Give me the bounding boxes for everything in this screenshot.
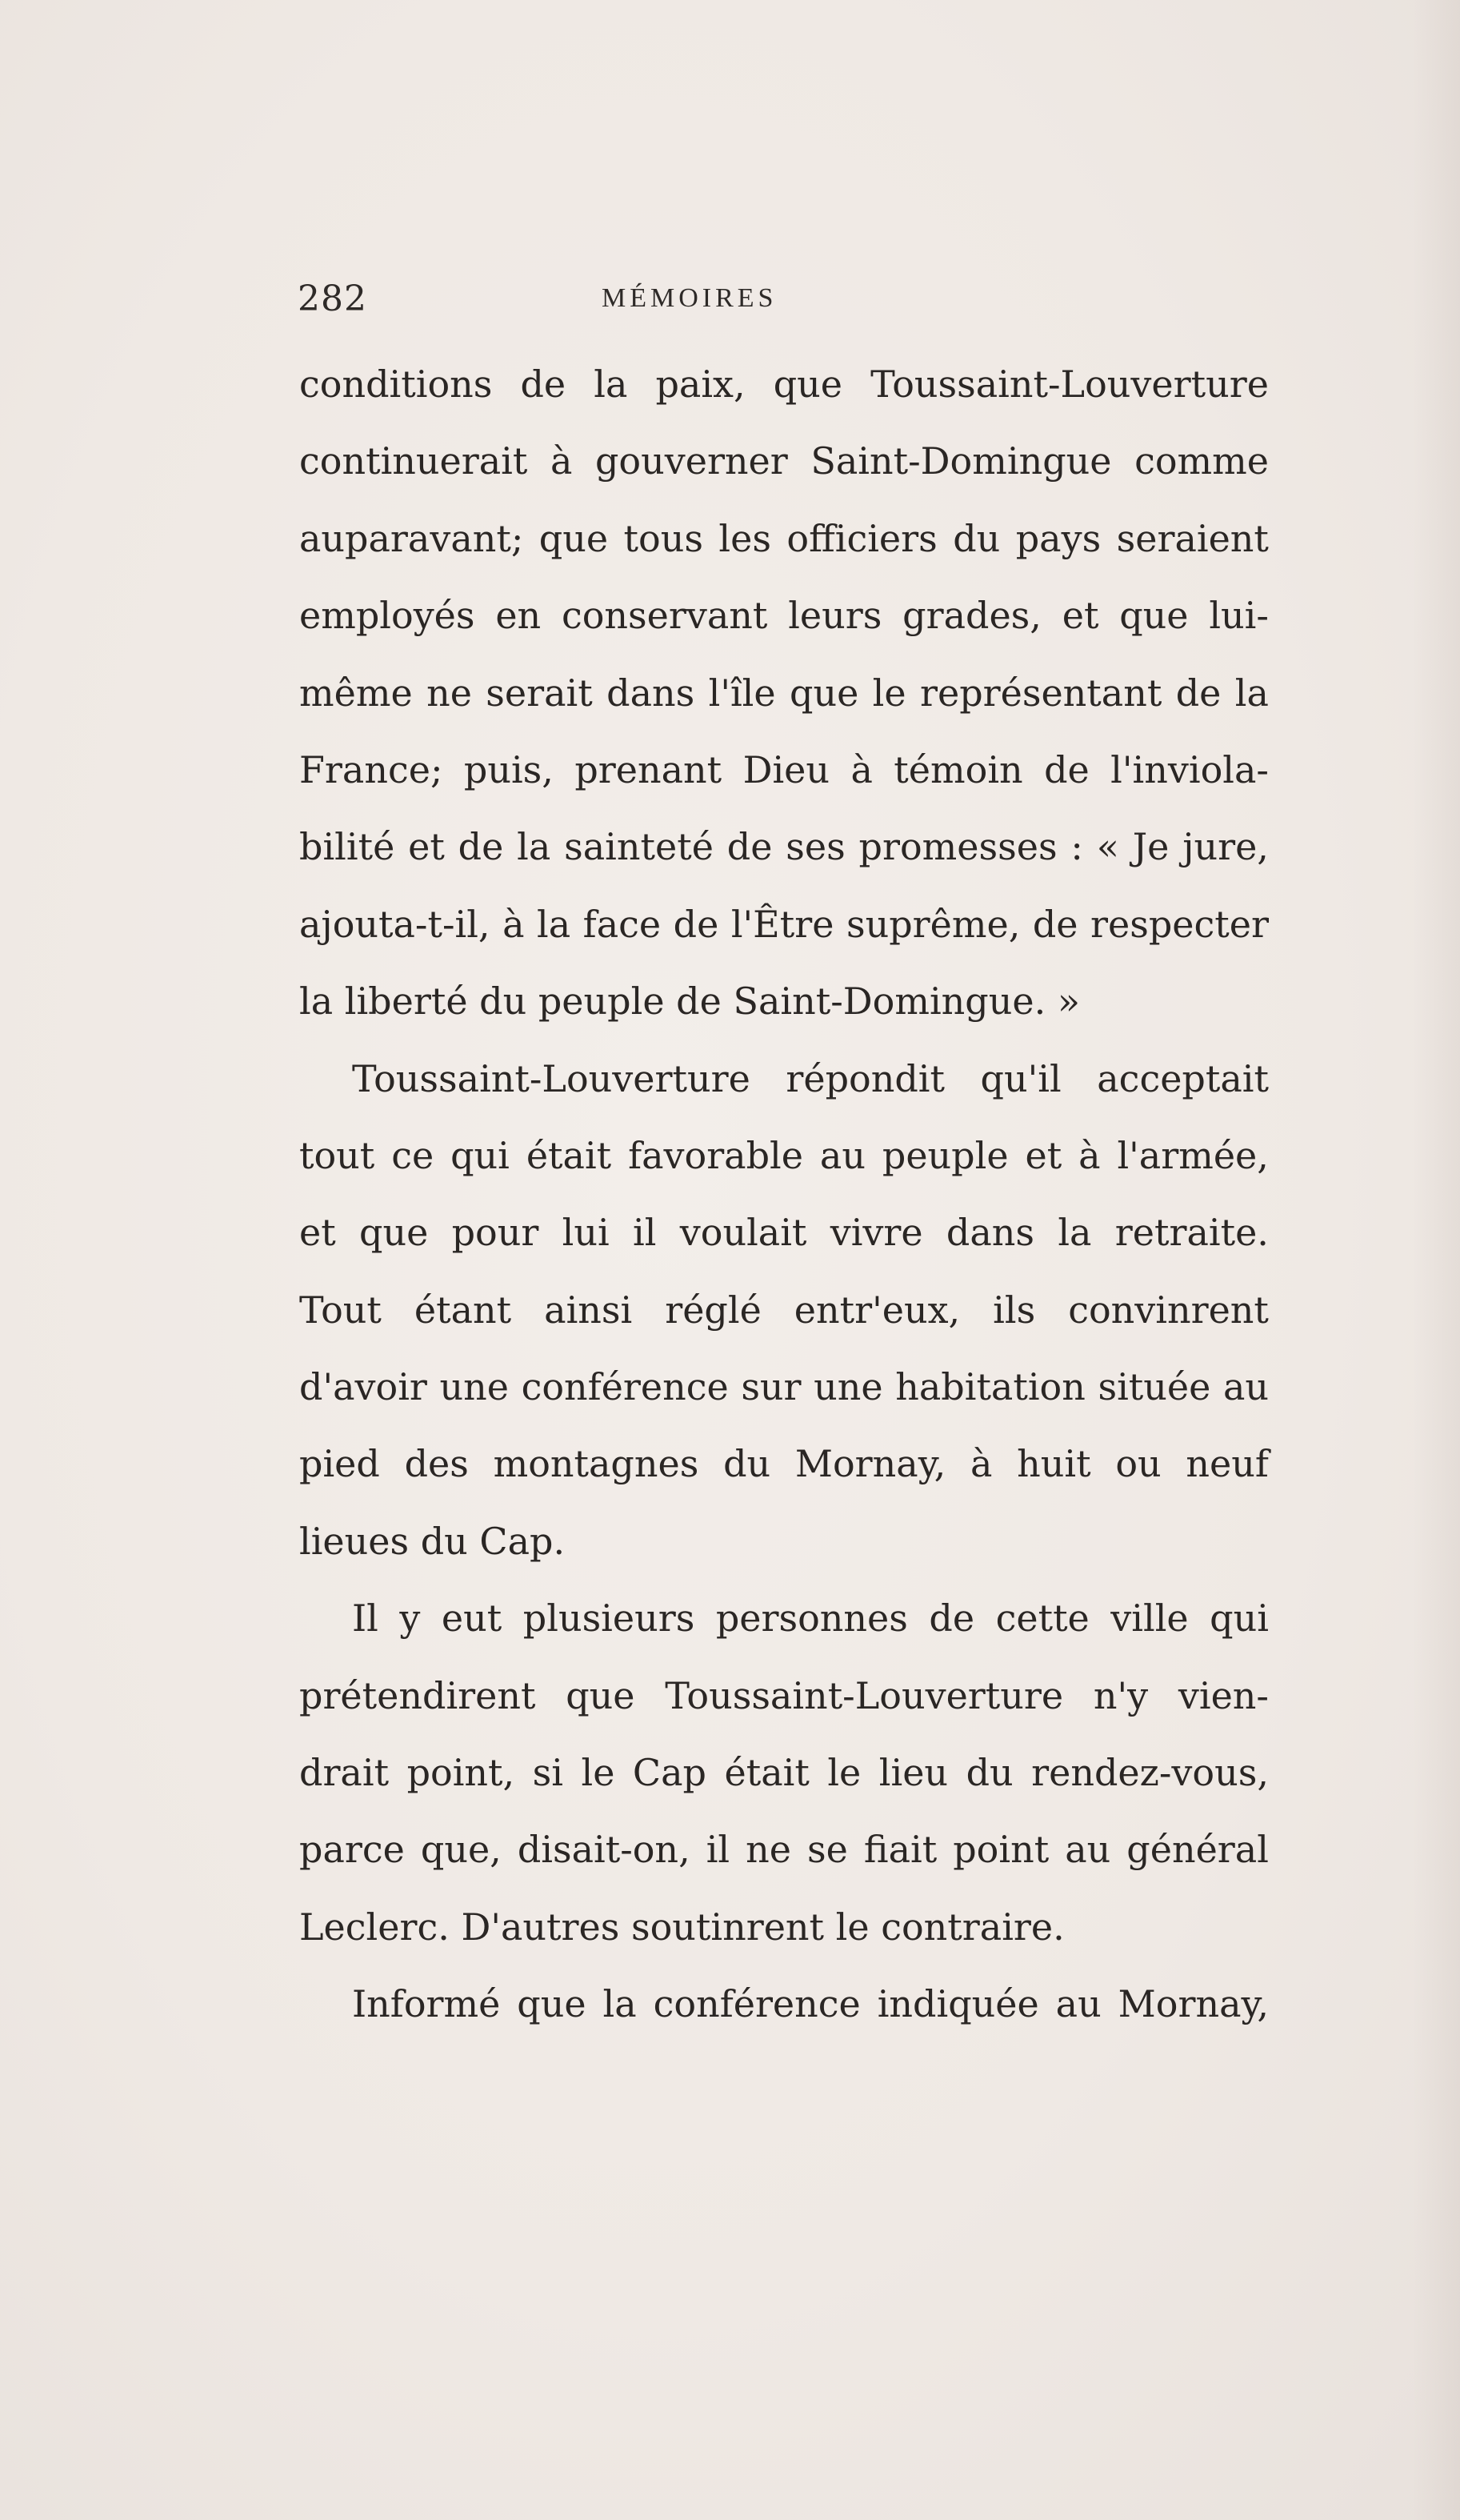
page-number: 282 bbox=[298, 278, 367, 319]
text-line: auparavant; que tous les officiers du pays seraient bbox=[299, 516, 1269, 560]
text-line: prétendirent que Toussaint-Louverture n'y vien- bbox=[299, 1673, 1269, 1717]
text-line: France; puis, prenant Dieu à témoin de l'inviola- bbox=[299, 747, 1269, 791]
paragraph-start-line: Informé que la conférence indiquée au Mornay, bbox=[352, 1982, 1269, 2026]
text-line: Leclerc. D'autres soutinrent le contraire. bbox=[299, 1905, 1065, 1949]
text-line: drait point, si le Cap était le lieu du rendez-vous, bbox=[299, 1751, 1269, 1795]
text-line: même ne serait dans l'île que le représentant de la bbox=[299, 671, 1269, 715]
text-line: tout ce qui était favorable au peuple et à l'armée, bbox=[299, 1133, 1269, 1177]
text-line: continuerait à gouverner Saint-Domingue comme bbox=[299, 439, 1269, 483]
text-line: et que pour lui il voulait vivre dans la retraite. bbox=[299, 1211, 1269, 1255]
text-line: d'avoir une conférence sur une habitation située au bbox=[299, 1365, 1269, 1409]
body-text bbox=[299, 346, 1269, 2043]
text-line: bilité et de la sainteté de ses promesses : « Je jure, bbox=[299, 825, 1269, 869]
page-edge-shadow bbox=[1412, 0, 1460, 2520]
text-line: conditions de la paix, que Toussaint-Louverture bbox=[299, 363, 1269, 406]
text-line: lieues du Cap. bbox=[299, 1519, 566, 1563]
paragraph-start-line: Toussaint-Louverture répondit qu'il acceptait bbox=[352, 1056, 1269, 1100]
text-line: employés en conservant leurs grades, et que lui- bbox=[299, 594, 1269, 638]
text-line: ajouta-t-il, à la face de l'Être suprême, de respecter bbox=[299, 902, 1269, 946]
text-line: pied des montagnes du Mornay, à huit ou neuf bbox=[299, 1442, 1269, 1486]
text-line: parce que, disait-on, il ne se fiait point au général bbox=[299, 1828, 1269, 1872]
paragraph-start-line: Il y eut plusieurs personnes de cette ville qui bbox=[352, 1597, 1269, 1641]
text-line: Tout étant ainsi réglé entr'eux, ils convinrent bbox=[299, 1288, 1269, 1332]
running-title: MÉMOIRES bbox=[602, 283, 778, 313]
text-line: la liberté du peuple de Saint-Domingue. » bbox=[299, 980, 1080, 1024]
page-header bbox=[298, 278, 1258, 323]
